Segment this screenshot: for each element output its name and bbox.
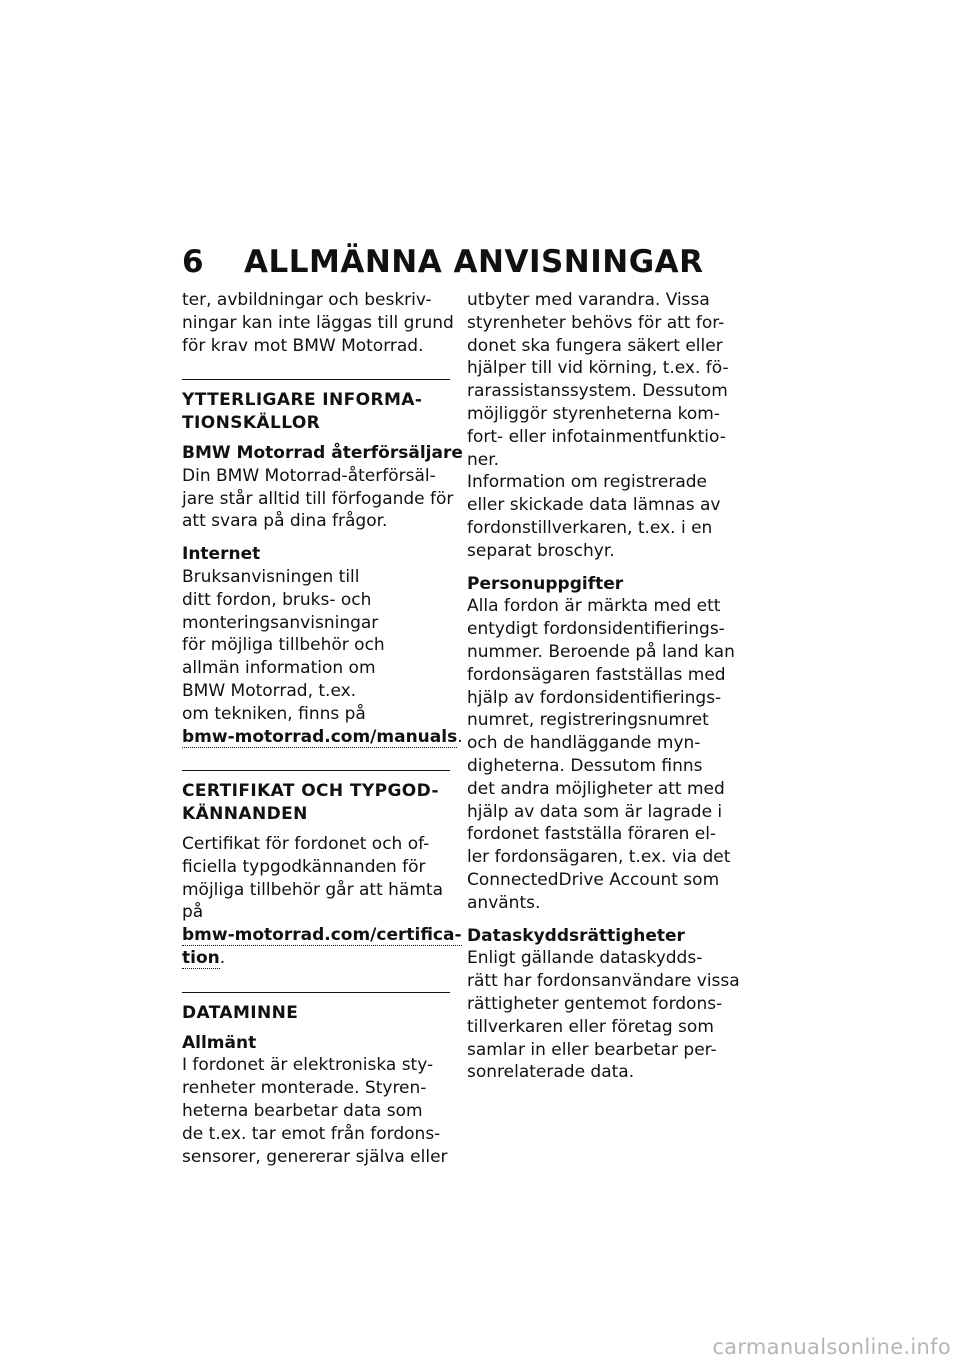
text-line: att svara på dina frågor. (182, 511, 388, 532)
text-line: ficiella typgodkännanden för (182, 856, 426, 877)
text-line: bmw-motorrad.com/manuals. (182, 726, 463, 747)
text-line: Certifikat för fordonet och of- (182, 833, 430, 854)
text-line: fordonsägaren fastställas med (467, 664, 726, 685)
section-data-memory (182, 992, 450, 1169)
certification-link-continued[interactable]: tion (182, 947, 220, 968)
text-line: sonrelaterade data. (467, 1062, 635, 1083)
text-line: de t.ex. tar emot från fordons- (182, 1123, 441, 1144)
text-line: ler fordonsägaren, t.ex. via det (467, 847, 731, 868)
section-certificates (182, 770, 462, 969)
text-line: fordonet fastställa föraren el- (467, 824, 717, 845)
text-line: ningar kan inte läggas till grund (182, 312, 454, 333)
left-column (182, 289, 463, 1168)
text-line: på (182, 902, 204, 923)
text-line: ter, avbildningar och beskriv- (182, 290, 432, 310)
text-line: utbyter med varandra. Vissa (467, 290, 710, 310)
text-line: fort- eller infotainmentfunktio- (467, 426, 726, 447)
text-line: digheterna. Dessutom finns (467, 755, 703, 776)
text-line: för möjliga tillbehör och (182, 635, 385, 656)
chapter-heading (182, 243, 704, 281)
text-line: om tekniken, finns på (182, 703, 366, 724)
text-line: möjliggör styrenheterna kom- (467, 403, 720, 424)
text-line: styrenheter behövs för att for- (467, 312, 725, 333)
text-line: sensorer, genererar själva eller (182, 1146, 448, 1167)
text-line: hjälp av data som är lagrade i (467, 801, 723, 822)
text-line: hjälp av fordonsidentifierings- (467, 687, 722, 708)
text-line: Information om registrerade (467, 472, 708, 493)
text-line: Din BMW Motorrad-återförsäl- (182, 465, 436, 486)
text-line: renheter monterade. Styren- (182, 1078, 427, 1099)
text-line: tillverkaren eller företag som (467, 1016, 714, 1037)
information-paragraph (467, 471, 739, 562)
text-line: rättigheter gentemot fordons- (467, 993, 723, 1014)
text-line: monteringsanvisningar (182, 612, 379, 633)
text-line (182, 924, 462, 947)
text-line: för krav mot BMW Motorrad. (182, 335, 424, 356)
text-line: donet ska fungera säkert eller (467, 335, 723, 356)
subheading-general: Allmänt (182, 1032, 257, 1053)
certification-link[interactable]: bmw-motorrad.com/certifica- (182, 925, 462, 946)
text-line: Bruksanvisningen till (182, 566, 360, 587)
subheading-data-protection-rights: Dataskyddsrättigheter (467, 925, 685, 946)
text-line: BMW Motorrad, t.ex. (182, 680, 357, 701)
text-line: fordonstillverkaren, t.ex. i en (467, 517, 713, 538)
text-line: rätt har fordonsanvändare vissa (467, 971, 740, 992)
text-line: jare står alltid till förfogande för (182, 488, 454, 509)
subheading-internet: Internet (182, 544, 261, 565)
section-heading: CERTIFIKAT OCH TYPGOD- KÄNNANDEN (182, 781, 439, 825)
section-heading: YTTERLIGARE INFORMA- TIONSKÄLLOR (182, 390, 423, 434)
text-line: ner. (467, 449, 500, 470)
text-line: ditt fordon, bruks- och (182, 589, 372, 610)
subheading-dealer: BMW Motorrad återförsäljare (182, 442, 463, 463)
personal-data-paragraph (467, 595, 739, 914)
intro-paragraph (182, 289, 454, 357)
text-line: det andra möjligheter att med (467, 778, 725, 799)
section-additional-info (182, 379, 463, 748)
text-line: I fordonet är elektroniska sty- (182, 1055, 434, 1076)
text-line: tion. (182, 947, 226, 968)
text-line: rarassistanssystem. Dessutom (467, 381, 728, 402)
control-units-paragraph (467, 289, 739, 471)
text-line: Enligt gällande dataskydds- (467, 948, 703, 969)
chapter-number: 6 (182, 244, 205, 280)
text-line: nummer. Beroende på land kan (467, 641, 735, 662)
text-line: entydigt fordonsidentifierings- (467, 619, 725, 640)
text-line: hjälper till vid körning, t.ex. fö- (467, 358, 729, 379)
text-line: ConnectedDrive Account som (467, 869, 720, 890)
data-protection-paragraph (467, 947, 739, 1084)
watermark: carmanualsonline.info (712, 1335, 951, 1359)
text-line: Alla fordon är märkta med ett (467, 596, 721, 617)
general-paragraph (182, 1054, 450, 1168)
text-line: samlar in eller bearbetar per- (467, 1039, 717, 1060)
manuals-link[interactable]: bmw-motorrad.com/manuals (182, 726, 458, 747)
internet-paragraph (182, 566, 463, 748)
certificates-paragraph (182, 833, 462, 970)
text-line: använts. (467, 892, 541, 913)
chapter-title: ALLMÄNNA ANVISNINGAR (244, 244, 704, 280)
text-line: eller skickade data lämnas av (467, 495, 721, 516)
dealer-paragraph (182, 465, 454, 533)
text-line: heterna bearbetar data som (182, 1100, 423, 1121)
section-heading: DATAMINNE (182, 1002, 299, 1023)
subheading-personal-data: Personuppgifter (467, 573, 624, 594)
text-line: separat broschyr. (467, 540, 615, 561)
text-line: allmän information om (182, 658, 376, 679)
text-line: numret, registreringsnumret (467, 710, 709, 731)
right-column (467, 289, 739, 1084)
text-line: och de handläggande myn- (467, 733, 701, 754)
text-line: möjliga tillbehör går att hämta (182, 879, 443, 900)
